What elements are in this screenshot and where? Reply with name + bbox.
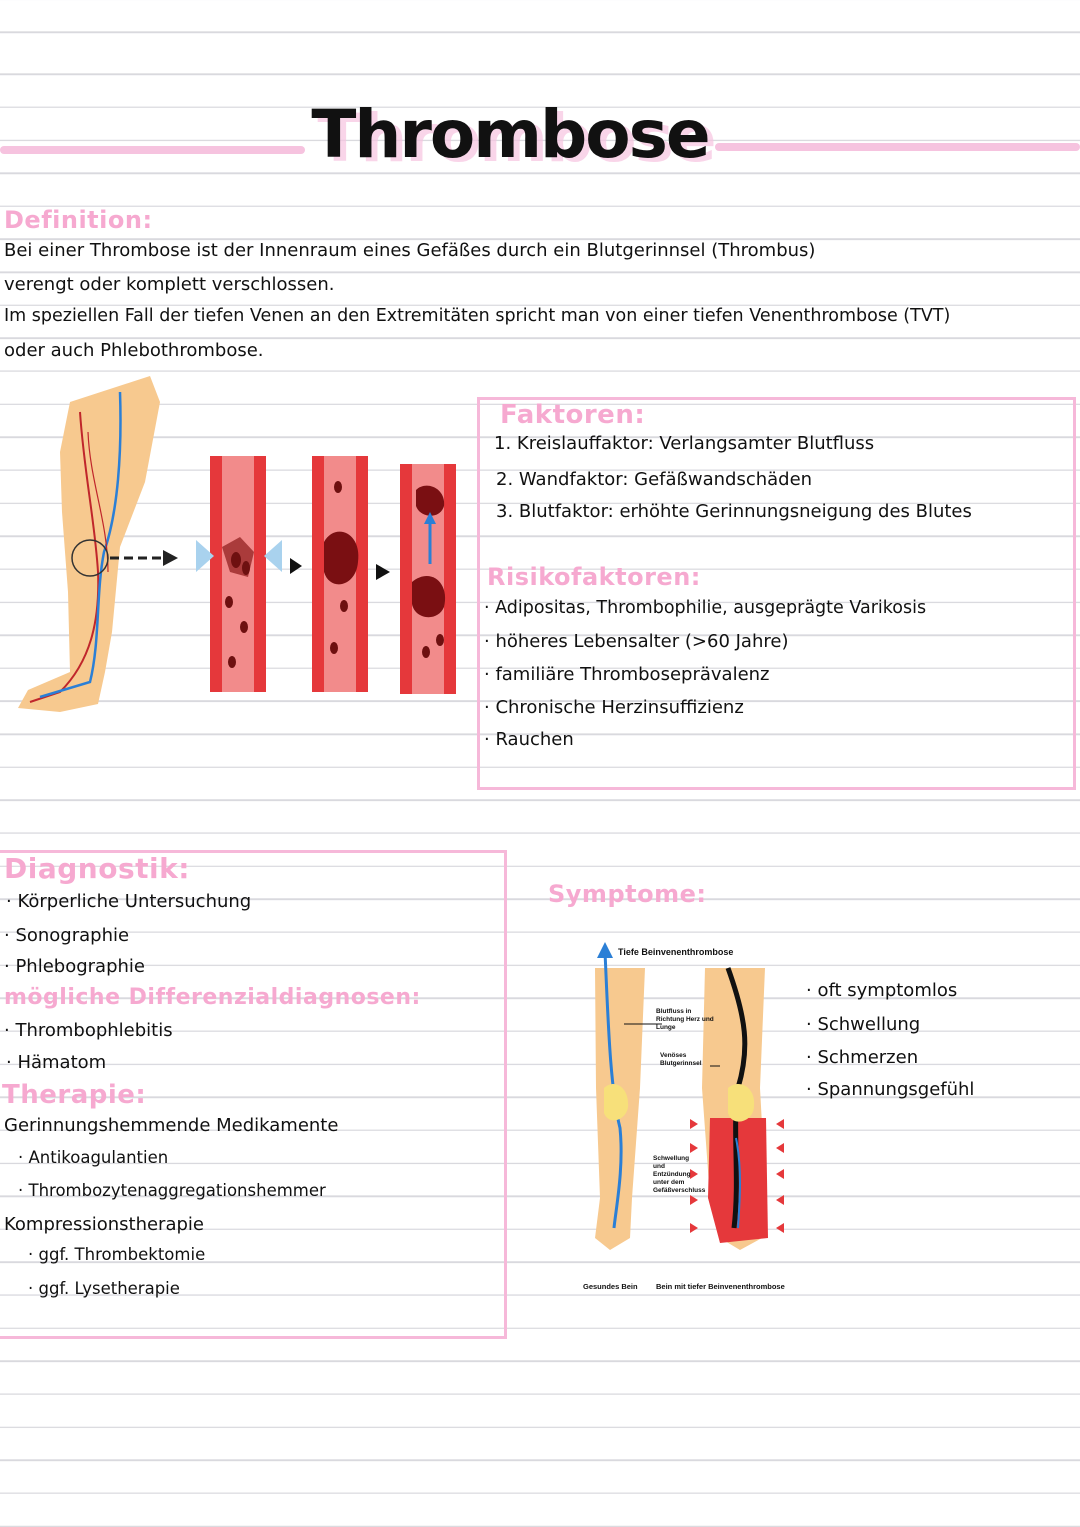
risikofaktoren-heading: Risikofaktoren: — [487, 563, 701, 591]
legs-label-clot: Venöses Blutgerinnsel — [660, 1052, 702, 1067]
risikofaktoren-item-5: · Rauchen — [484, 729, 574, 750]
diagnostik-item-1: · Körperliche Untersuchung — [6, 891, 252, 912]
therapie-item-1: Gerinnungshemmende Medikamente — [4, 1115, 339, 1136]
symptome-item-3: · Schmerzen — [806, 1047, 919, 1068]
title-rule-right — [715, 143, 1080, 151]
differenzial-item-2: · Hämatom — [6, 1052, 107, 1073]
legs-label-flow: Blutfluss in Richtung Herz und Lunge — [656, 1008, 714, 1031]
definition-line-1: Bei einer Thrombose ist der Innenraum eines Gefäßes durch ein Blutgerinnsel (Thrombus) — [4, 240, 816, 261]
faktoren-item-2: 2. Wandfaktor: Gefäßwandschäden — [496, 469, 813, 490]
diagnostik-item-3: · Phlebographie — [4, 956, 145, 977]
legs-caption-right: Bein mit tiefer Beinvenenthrombose — [656, 1282, 785, 1291]
therapie-item-3: · Thrombozytenaggregationshemmer — [18, 1181, 326, 1200]
diagnostik-item-2: · Sonographie — [4, 925, 130, 946]
legs-label-swelling: Schwellung und Entzündung unter dem Gefäßverschluss — [653, 1155, 706, 1194]
risikofaktoren-item-1: · Adipositas, Thrombophilie, ausgeprägte Varikosis — [484, 598, 927, 618]
definition-line-2: verengt oder komplett verschlossen. — [4, 274, 335, 295]
definition-line-4: oder auch Phlebothrombose. — [4, 340, 264, 361]
differenzial-item-1: · Thrombophlebitis — [4, 1020, 173, 1041]
symptome-item-4: · Spannungsgefühl — [806, 1079, 975, 1100]
therapie-item-6: · ggf. Lysetherapie — [28, 1279, 180, 1298]
faktoren-item-1: 1. Kreislauffaktor: Verlangsamter Blutfluss — [494, 433, 875, 454]
symptome-item-1: · oft symptomlos — [806, 980, 958, 1001]
therapie-item-2: · Antikoagulantien — [18, 1148, 169, 1167]
symptome-item-2: · Schwellung — [806, 1014, 921, 1035]
page-title: Thrombose — [311, 96, 709, 173]
risikofaktoren-item-3: · familiäre Thromboseprävalenz — [484, 664, 770, 685]
legs-comparison-illustration — [570, 938, 810, 1258]
diagnostik-heading: Diagnostik: — [4, 852, 190, 885]
definition-line-3: Im speziellen Fall der tiefen Venen an den Extremitäten spricht man von einer tiefen Venenthrombose (TVT) — [4, 306, 951, 326]
faktoren-item-3: 3. Blutfaktor: erhöhte Gerinnungsneigung des Blutes — [496, 501, 972, 522]
leg-silhouette — [18, 376, 160, 712]
risikofaktoren-item-2: · höheres Lebensalter (>60 Jahre) — [484, 631, 789, 652]
therapie-heading: Therapie: — [2, 1080, 147, 1110]
differenzial-heading: mögliche Differenzialdiagnosen: — [4, 985, 421, 1010]
symptome-heading: Symptome: — [548, 880, 707, 908]
legs-label-top: Tiefe Beinvenenthrombose — [618, 947, 734, 957]
therapie-item-4: Kompressionstherapie — [4, 1214, 204, 1235]
faktoren-heading: Faktoren: — [500, 400, 646, 430]
definition-heading: Definition: — [4, 206, 153, 234]
therapie-item-5: · ggf. Thrombektomie — [28, 1245, 206, 1264]
title-rule-left — [0, 146, 305, 154]
risikofaktoren-item-4: · Chronische Herzinsuffizienz — [484, 697, 744, 718]
thrombosis-formation-illustration — [0, 372, 470, 722]
legs-caption-left: Gesundes Bein — [583, 1282, 638, 1291]
